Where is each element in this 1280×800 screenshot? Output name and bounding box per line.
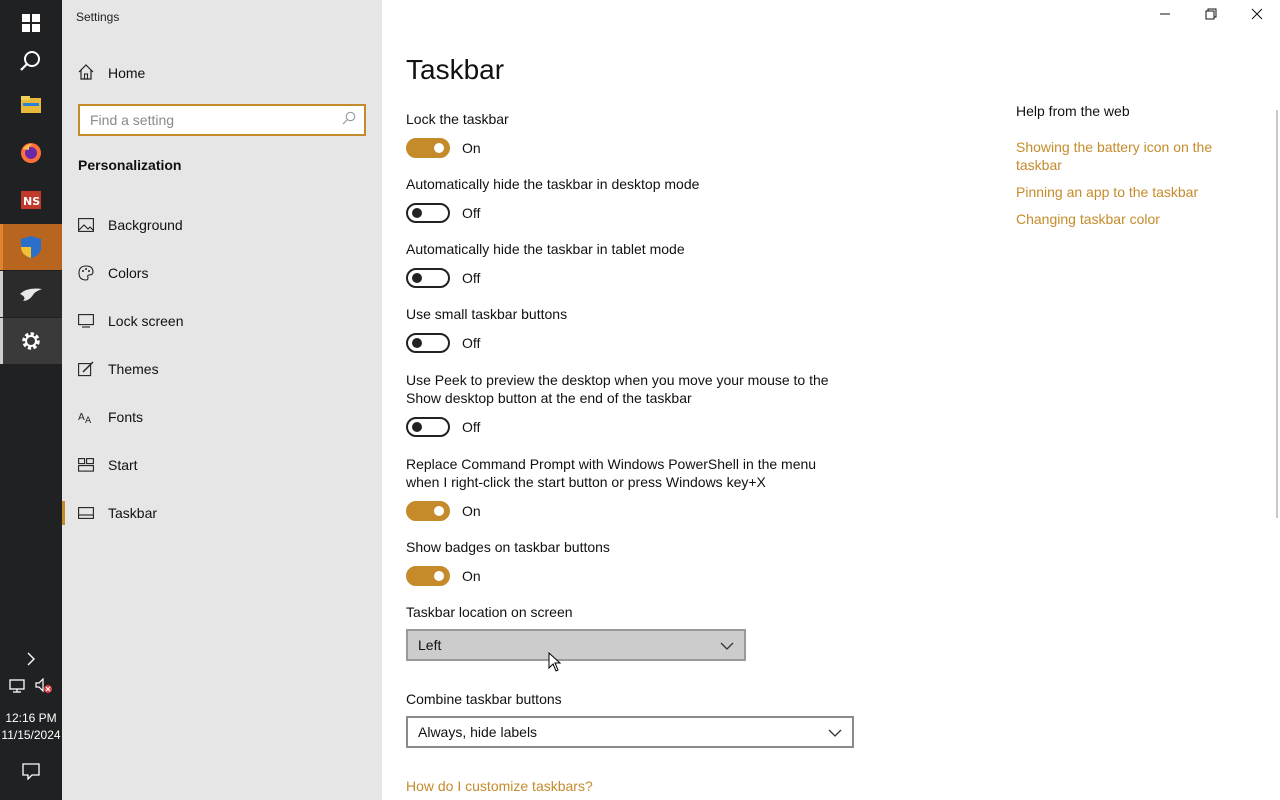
svg-text:NS: NS: [23, 195, 41, 208]
peek-toggle[interactable]: [406, 417, 480, 437]
nav-home-label: Home: [108, 65, 146, 81]
minimize-icon: [1159, 7, 1171, 25]
toggle-state: Off: [462, 419, 481, 435]
toggle-switch[interactable]: [406, 138, 450, 158]
app-ns-icon[interactable]: [0, 177, 62, 223]
lock-taskbar-toggle[interactable]: [406, 138, 481, 158]
windows-security-shield-icon[interactable]: [0, 224, 62, 270]
windows-taskbar: [0, 0, 62, 800]
system-tray: [0, 678, 62, 697]
setting-label: Automatically hide the taskbar in desktop mode: [406, 176, 700, 192]
search-icon[interactable]: [342, 111, 356, 130]
autohide-desktop-toggle[interactable]: [406, 203, 480, 223]
lock-screen-icon: [62, 314, 108, 328]
nav-item-taskbar[interactable]: [62, 499, 382, 527]
restore-icon: [1205, 7, 1217, 25]
page-title: Taskbar: [406, 54, 505, 85]
nav-item-label: Themes: [108, 361, 159, 377]
setting-label: Use Peek to preview the desktop when you move your mouse to the Show desktop button at the end of the taskbar: [406, 372, 829, 406]
toggle-switch[interactable]: [406, 333, 450, 353]
toggle-switch[interactable]: [406, 203, 450, 223]
scrollbar[interactable]: [1276, 110, 1278, 518]
themes-icon: [62, 361, 108, 377]
toggle-state: On: [462, 503, 481, 519]
firefox-icon[interactable]: [0, 130, 62, 176]
nav-item-label: Taskbar: [108, 505, 158, 521]
setting-label: Replace Command Prompt with Windows PowerShell in the menu when I right-click the start button or press Windows key+X: [406, 456, 817, 490]
help-link-color[interactable]: Changing taskbar color: [1016, 211, 1160, 227]
action-center-icon[interactable]: [0, 762, 62, 783]
dropdown-value: Left: [418, 637, 442, 653]
help-link-pinning[interactable]: Pinning an app to the taskbar: [1016, 184, 1199, 200]
dropdown-value: Always, hide labels: [418, 724, 538, 740]
toggle-state: On: [462, 568, 481, 584]
chevron-right-icon[interactable]: [0, 652, 62, 669]
taskbar-icon: [62, 507, 108, 519]
eagle-app-icon[interactable]: [0, 271, 62, 317]
volume-muted-icon[interactable]: [35, 678, 53, 697]
nav-item-label: Colors: [108, 265, 149, 281]
start-icon: [62, 458, 108, 472]
chevron-down-icon: [720, 637, 734, 653]
fonts-icon: [62, 410, 108, 424]
svg-text:A: A: [85, 416, 92, 424]
network-icon[interactable]: [9, 678, 27, 697]
file-explorer-icon[interactable]: [0, 82, 62, 128]
search-box[interactable]: [78, 104, 366, 136]
toggle-switch[interactable]: [406, 417, 450, 437]
clock-date[interactable]: 11/15/2024: [1, 728, 61, 742]
app-title: Settings: [76, 10, 120, 24]
nav-item-label: Start: [108, 457, 138, 473]
combine-buttons-dropdown[interactable]: [406, 716, 854, 748]
mouse-cursor-icon: [548, 652, 562, 677]
badges-toggle[interactable]: [406, 566, 481, 586]
toggle-state: Off: [462, 205, 481, 221]
home-icon: [78, 64, 108, 83]
setting-label: Lock the taskbar: [406, 111, 509, 127]
nav-item-colors[interactable]: [62, 259, 382, 287]
running-indicator: [0, 271, 3, 317]
nav-item-label: Lock screen: [108, 313, 184, 329]
customize-taskbars-link[interactable]: How do I customize taskbars?: [406, 778, 593, 794]
setting-label: Automatically hide the taskbar in tablet mode: [406, 241, 685, 257]
setting-label: Use small taskbar buttons: [406, 306, 568, 322]
combine-label: Combine taskbar buttons: [406, 691, 562, 707]
nav-home[interactable]: [78, 60, 145, 86]
palette-icon: [62, 265, 108, 281]
clock-time[interactable]: 12:16 PM: [5, 711, 57, 725]
toggle-state: On: [462, 140, 481, 156]
close-button[interactable]: [1234, 0, 1280, 32]
nav-item-label: Background: [108, 217, 183, 233]
toggle-state: Off: [462, 270, 481, 286]
nav-section-title: Personalization: [78, 157, 182, 173]
settings-nav-pane: [62, 0, 382, 800]
toggle-switch[interactable]: [406, 566, 450, 586]
running-indicator: [0, 318, 3, 364]
nav-item-label: Fonts: [108, 409, 144, 425]
settings-gear-icon[interactable]: [0, 318, 62, 364]
nav-item-fonts[interactable]: [62, 403, 382, 431]
svg-text:A: A: [78, 412, 85, 423]
restore-button[interactable]: [1188, 0, 1234, 32]
toggle-state: Off: [462, 335, 481, 351]
help-link-battery[interactable]: Showing the battery icon on the taskbar: [1016, 139, 1213, 173]
nav-item-background[interactable]: [62, 211, 382, 239]
main-content: [382, 0, 1280, 800]
picture-icon: [62, 218, 108, 232]
toggle-switch[interactable]: [406, 268, 450, 288]
autohide-tablet-toggle[interactable]: [406, 268, 480, 288]
help-title: Help from the web: [1016, 103, 1130, 119]
chevron-down-icon: [828, 724, 842, 740]
setting-label: Show badges on taskbar buttons: [406, 539, 610, 555]
minimize-button[interactable]: [1142, 0, 1188, 32]
nav-item-themes[interactable]: [62, 355, 382, 383]
taskbar-location-dropdown[interactable]: [406, 629, 746, 661]
small-buttons-toggle[interactable]: [406, 333, 480, 353]
toggle-switch[interactable]: [406, 501, 450, 521]
search-icon[interactable]: [0, 38, 62, 84]
active-indicator: [0, 224, 3, 270]
nav-item-start[interactable]: [62, 451, 382, 479]
powershell-toggle[interactable]: [406, 501, 481, 521]
search-input[interactable]: [90, 112, 342, 128]
close-icon: [1251, 7, 1263, 25]
location-label: Taskbar location on screen: [406, 604, 573, 620]
nav-item-lock-screen[interactable]: [62, 307, 382, 335]
